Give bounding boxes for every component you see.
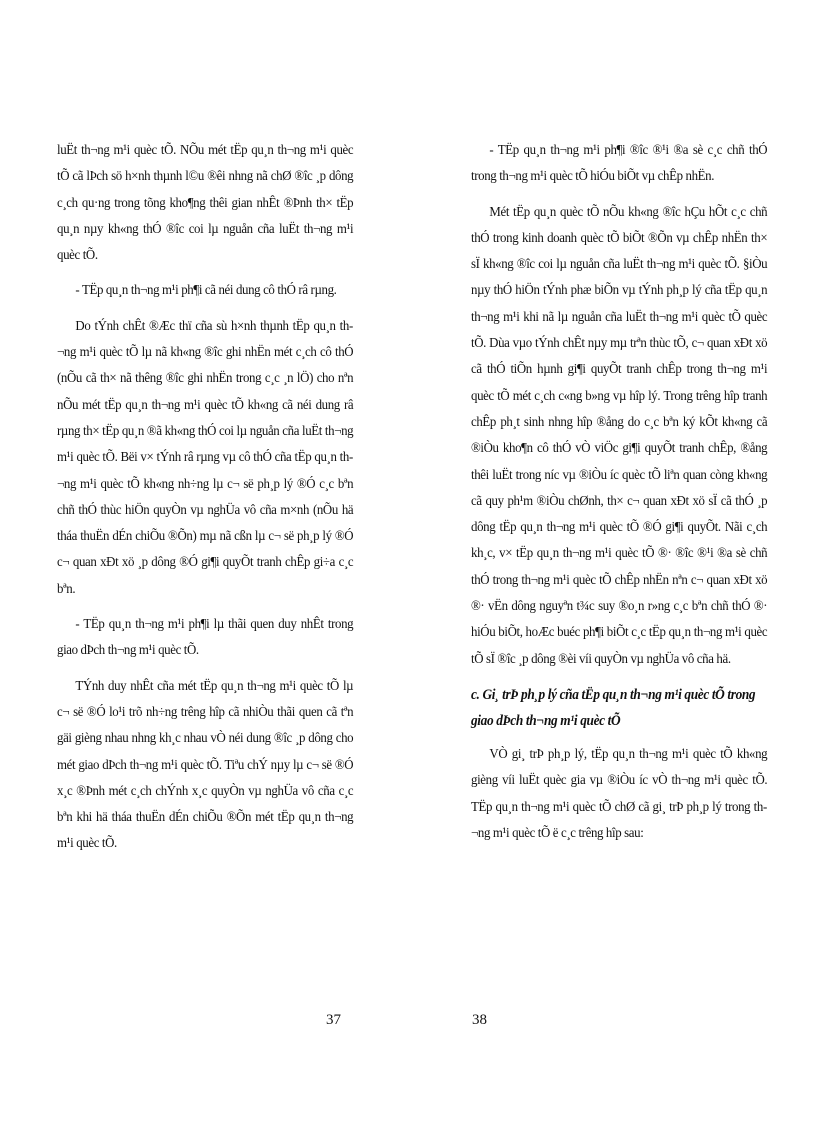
right-paragraph-3: VÒ gi¸ trÞ ph¸p lý, tËp qu¸n th¬ng m¹i quèc tÕ kh«ng gièng víi luËt quèc gia vµ ®iÒu íc vÒ th¬ng m¹i quèc tÕ. TËp qu¸n th¬ng m¹i quèc tÕ chØ cã gi¸ trÞ ph¸p lý trong th¬ng m¹i quèc tÕ ë c¸c trêng hîp sau: — [471, 746, 768, 841]
section-heading: c. Gi¸ trÞ ph¸p lý cña tËp qu¸n th¬ng m¹i quèc tÕ trong giao dÞch th¬ng m¹i quèc tÕ — [471, 686, 756, 729]
left-paragraph-5: TÝnh duy nhÊt cña mét tËp qu¸n th¬ng m¹i quèc tÕ lµ c¬ së ®Ó lo¹i trõ nh÷ng trêng hîp cã nhiÒu thãi quen cã tªn gäi gièng nhau nhng kh¸c nhau vÒ néi dung ®îc ¸p dông cho mét giao dÞch th¬ng m¹i quèc tÕ. Tiªu chÝ nµy lµ c¬ së ®Ó x¸c ®Þnh mét c¸ch chÝnh x¸c quyÒn vµ nghÜa vô cña c¸c bªn khi hä tháa thuËn dÉn chiÕu ®Õn mét tËp qu¸n th¬ng m¹i quèc tÕ. — [57, 678, 354, 852]
page-number-right: 38 — [472, 1012, 487, 1028]
left-paragraph-3: Do tÝnh chÊt ®Æc thï cña sù h×nh thµnh tËp qu¸n th¬ng m¹i quèc tÕ lµ nã kh«ng ®îc ghi nhËn mét c¸ch cô thÓ (nÕu cã th× nã thêng ®îc ghi nhËn trong c¸c ¸n lÖ) cho nªn nÕu mét tËp qu¸n th¬ng m¹i quèc tÕ kh«ng cã néi dung râ rµng th× tËp qu¸n ®ã kh«ng thÓ coi lµ nguån cña luËt th¬ng m¹i quèc tÕ. Bëi v× tÝnh râ rµng vµ cô thÓ cña tËp qu¸n th¬ng m¹i quèc tÕ kh«ng nh÷ng lµ c¬ së ph¸p lý ®Ó c¸c bªn chñ thÓ thùc hiÖn quyÒn vµ nghÜa vô cña m×nh (nÕu hä tháa thuËn dÉn chiÕu ®Õn) mµ nã cßn lµ c¬ së ph¸p lý ®Ó c¬ quan xÐt xö ¸p dông ®Ó gi¶i quyÕt tranh chÊp gi÷a c¸c bªn. — [57, 318, 354, 597]
right-paragraph-2: Mét tËp qu¸n quèc tÕ nÕu kh«ng ®îc hÇu hÕt c¸c chñ thÓ trong kinh doanh quèc tÕ biÕt ®Õn vµ chÊp nhËn th× sÏ kh«ng ®îc coi lµ nguån cña luËt th¬ng m¹i quèc tÕ. §iÒu nµy thÓ hiÖn tÝnh phæ biÕn vµ tÝnh ph¸p lý cña tËp qu¸n th¬ng m¹i khi nã lµ nguån cña luËt th¬ng m¹i quèc tÕ quèc tÕ. Dùa vµo tÝnh chÊt nµy mµ trªn thùc tÕ, c¬ quan xÐt xö cã thÓ tiÕn hµnh gi¶i quyÕt tranh chÊp trong th¬ng m¹i quèc tÕ mét c¸ch c«ng b»ng vµ hîp lý. Trong trêng hîp tranh chÊp ph¸t sinh nhng hîp ®ång do c¸c bªn ký kÕt kh«ng cã ®iÒu kho¶n cô thÓ vÒ viÖc gi¶i quyÕt tranh chÊp, ®ång thêi luËt trong níc vµ ®iÒu íc quèc tÕ liªn quan còng kh«ng cã quy ph¹m ®iÒu chØnh, th× c¬ quan xÐt xö sÏ cã thÓ ¸p dông tËp qu¸n th¬ng m¹i quèc tÕ ®Ó gi¶i quyÕt. Nãi c¸ch kh¸c, v× tËp qu¸n th¬ng m¹i quèc tÕ ®· ®îc ®¹i ®a sè chñ thÓ trong th¬ng m¹i quèc tÕ chÊp nhËn nªn c¬ quan xÐt xö ®· vËn dông nguyªn t¾c suy ®o¸n r»ng c¸c bªn chñ thÓ ®· hiÓu biÕt, hoÆc buéc ph¶i biÕt c¸c tËp qu¸n th¬ng m¹i quèc tÕ sÏ ®îc ¸p dông ®èi víi quyÒn vµ nghÜa vô cña hä. — [471, 204, 768, 667]
page-number-left: 37 — [326, 1012, 341, 1028]
left-page-column — [57, 138, 353, 867]
left-paragraph-1: luËt th¬ng m¹i quèc tÕ. NÕu mét tËp qu¸n th¬ng m¹i quèc tÕ cã lÞch sö h×nh thµnh l©u ®êi nhng nã chØ ®îc ¸p dông c¸ch qu·ng trong tõng kho¶ng thêi gian nhÊt ®Þnh th× tËp qu¸n nµy kh«ng thÓ ®îc coi lµ nguån cña luËt th¬ng m¹i quèc tÕ. — [57, 143, 354, 264]
left-paragraph-2: - TËp qu¸n th¬ng m¹i ph¶i cã néi dung cô thÓ râ rµng. — [75, 283, 337, 299]
left-paragraph-4: - TËp qu¸n th¬ng m¹i ph¶i lµ thãi quen duy nhÊt trong giao dÞch th¬ng m¹i quèc tÕ. — [57, 617, 354, 659]
right-paragraph-1: - TËp qu¸n th¬ng m¹i ph¶i ®îc ®¹i ®a sè c¸c chñ thÓ trong th¬ng m¹i quèc tÕ hiÓu biÕt vµ chÊp nhËn. — [471, 143, 768, 185]
right-page-column — [471, 138, 767, 856]
